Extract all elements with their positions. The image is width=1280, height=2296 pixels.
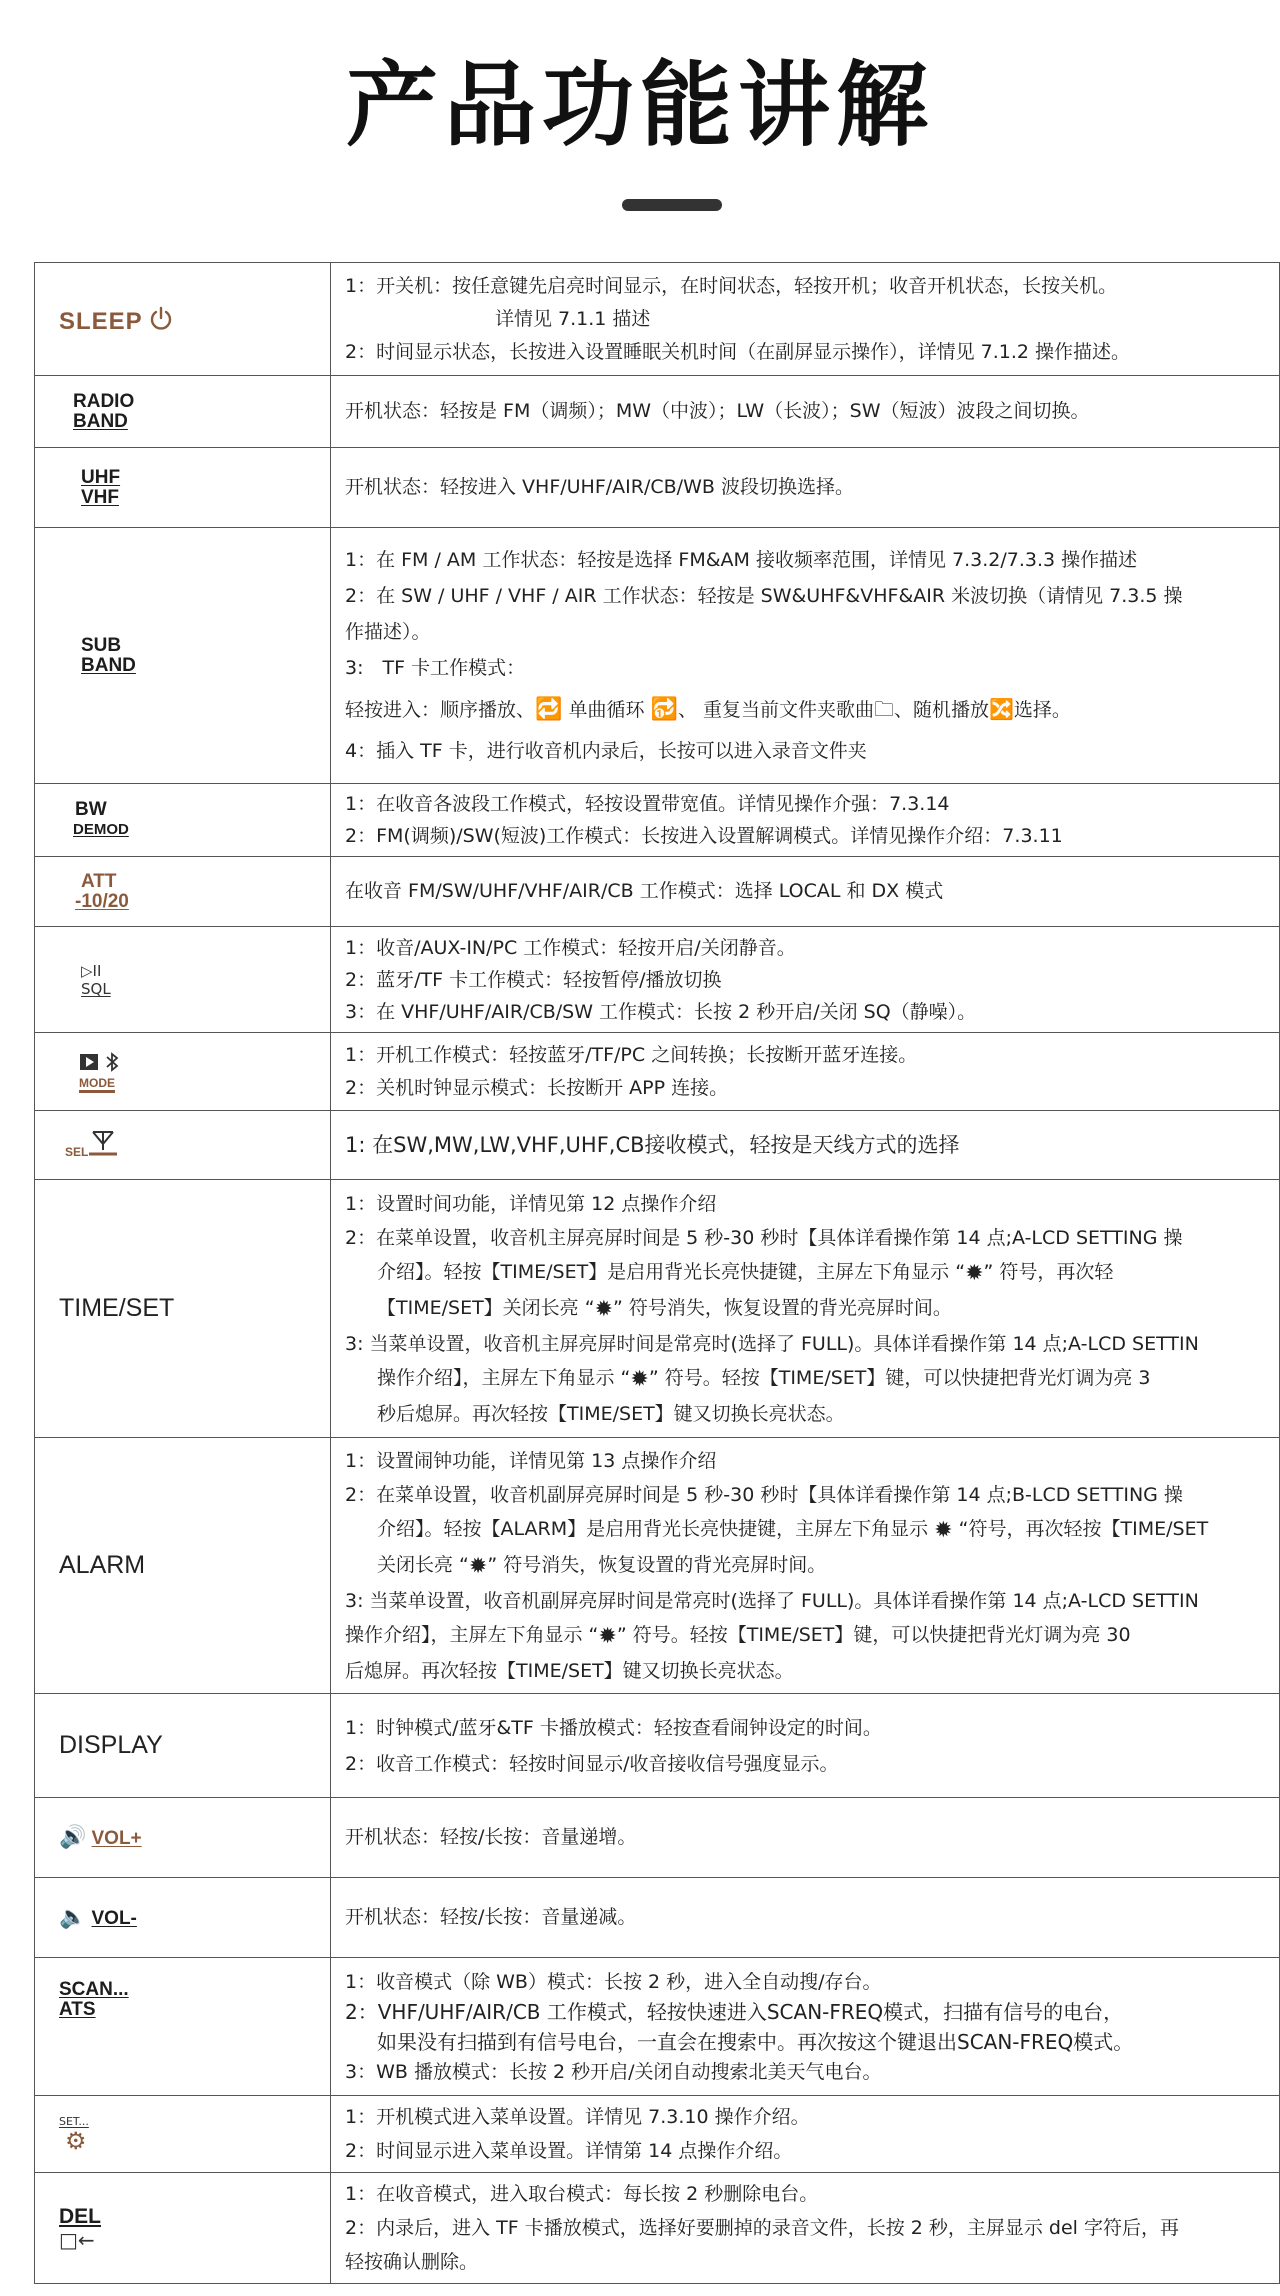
desc-cell xyxy=(331,448,1280,528)
desc-line: 1：时钟模式/蓝牙&TF 卡播放模式：轻按查看闹钟设定的时间。 xyxy=(345,1716,882,1739)
table-row xyxy=(35,1958,1280,2096)
table-row xyxy=(35,448,1280,528)
key-label-line1: UHF xyxy=(81,466,121,488)
desc-line xyxy=(345,1618,1279,1654)
desc-line: 2：时间显示进入菜单设置。详情第 14 点操作介绍。 xyxy=(345,2140,793,2162)
desc-line: 2：在 SW / UHF / VHF / AIR 工作状态：轻按是 SW&UHF&VHF&AIR 米波切换（请情见 7.3.5 操 xyxy=(345,585,1183,607)
desc-line: 开机状态：轻按/长按：音量递减。 xyxy=(345,1906,637,1928)
key-label-display: DISPLAY xyxy=(59,1731,163,1759)
desc-cell xyxy=(331,1958,1280,2096)
desc-line xyxy=(345,1361,1279,1397)
key-cell-sel xyxy=(35,1111,331,1180)
desc-line xyxy=(345,1255,1279,1291)
desc-text: 关闭长亮 “ xyxy=(377,1553,469,1576)
backspace-icon: □← xyxy=(59,2228,95,2252)
desc-line: 3: 当菜单设置，收音机副屏亮屏时间是常亮时(选择了 FULL)。具体详看操作第 14 点;A-LCD SETTIN xyxy=(345,1589,1199,1612)
desc-text: 轻按进入：顺序播放、 xyxy=(345,699,536,721)
desc-cell xyxy=(331,1798,1280,1878)
key-label-mode: MODE xyxy=(79,1076,115,1093)
desc-line: 2：在菜单设置，收音机副屏亮屏时间是 5 秒-30 秒时【具体详看操作第 14 点;B-LCD SETTING 操 xyxy=(345,1483,1183,1506)
key-label-line2: BAND xyxy=(81,654,136,676)
speaker-loud-icon: 🔊 xyxy=(59,1825,87,1850)
desc-line: 1: 在SW,MW,LW,VHF,UHF,CB接收模式，轻按是天线方式的选择 xyxy=(345,1132,960,1157)
table-row xyxy=(35,1878,1280,1958)
desc-line: 3: 当菜单设置，收音机主屏亮屏时间是常亮时(选择了 FULL)。具体详看操作第 14 点;A-LCD SETTIN xyxy=(345,1332,1199,1355)
desc-line: 1：设置时间功能，详情见第 12 点操作介绍 xyxy=(345,1192,717,1215)
key-cell-time-set xyxy=(35,1180,331,1438)
desc-line: 2：VHF/UHF/AIR/CB 工作模式，轻按快速进入SCAN-FREQ模式，扫描有信号的电台， xyxy=(345,1999,1124,2024)
key-label-del: DEL xyxy=(59,2205,101,2228)
key-cell-sleep xyxy=(35,263,331,376)
mode-icons xyxy=(59,1050,330,1072)
key-cell-mode xyxy=(35,1033,331,1111)
key-cell-sub-band xyxy=(35,528,331,784)
page-title: 产品功能讲解 xyxy=(345,52,934,159)
desc-cell xyxy=(331,1111,1280,1180)
desc-text: ” 符号。轻按【TIME/SET】键，可以快捷把背光灯调为亮 3 xyxy=(648,1366,1151,1389)
bluetooth-icon xyxy=(104,1052,122,1072)
key-label-alarm: ALARM xyxy=(59,1551,146,1579)
desc-text: ” 符号，再次轻 xyxy=(983,1260,1114,1283)
key-label-set: SET... xyxy=(59,2114,89,2128)
desc-cell xyxy=(331,263,1280,376)
desc-line: 1：收音/AUX-IN/PC 工作模式：轻按开启/关闭静音。 xyxy=(345,936,796,959)
desc-text: ” 符号消失，恢复设置的背光亮屏时间。 xyxy=(487,1553,827,1576)
key-label-time-set: TIME/SET xyxy=(59,1294,175,1322)
key-cell-bw-demod xyxy=(35,784,331,857)
desc-cell xyxy=(331,376,1280,448)
table-row xyxy=(35,2173,1280,2284)
backlight-icon: ✹ xyxy=(594,1296,614,1322)
key-label-sel: SEL xyxy=(65,1144,89,1159)
gear-icon: ⚙ xyxy=(65,2126,87,2155)
desc-text: 单曲循环 xyxy=(568,699,645,721)
title-underline xyxy=(622,199,722,211)
key-label-vol-up: VOL+ xyxy=(91,1828,142,1849)
key-cell-uhf-vhf xyxy=(35,448,331,528)
key-label-line2: ATS xyxy=(59,1999,96,2020)
desc-line xyxy=(345,1548,1279,1584)
desc-line: 开机状态：轻按进入 VHF/UHF/AIR/CB/WB 波段切换选择。 xyxy=(345,476,854,498)
desc-line: 4：插入 TF 卡，进行收音机内录后，长按可以进入录音文件夹 xyxy=(345,740,867,762)
desc-cell xyxy=(331,1438,1280,1694)
desc-line: 1：在收音模式，进入取台模式：每长按 2 秒删除电台。 xyxy=(345,2183,819,2205)
speaker-icon: 🔈 xyxy=(59,1905,87,1930)
key-cell-del xyxy=(35,2173,331,2284)
backlight-icon: ✹ xyxy=(934,1517,953,1543)
desc-text: 介绍】。轻按【TIME/SET】是启用背光长亮快捷键，主屏左下角显示 “ xyxy=(377,1260,966,1283)
backlight-icon: ✹ xyxy=(468,1553,488,1579)
desc-line: 3：WB 播放模式：长按 2 秒开启/关闭自动搜索北美天气电台。 xyxy=(345,2060,882,2083)
table-row xyxy=(35,1798,1280,1878)
backlight-icon: ✹ xyxy=(598,1623,617,1649)
play-pause-icon: ▷II xyxy=(81,961,102,980)
desc-text: ” 符号。轻按【TIME/SET】键，可以快捷把背光灯调为亮 30 xyxy=(616,1623,1131,1646)
antenna-icon xyxy=(89,1128,117,1158)
desc-line: 2：时间显示状态，长按进入设置睡眠关机时间（在副屏显示操作），详情见 7.1.2 操作描述。 xyxy=(345,340,1131,363)
sleep-key-label: SLEEP xyxy=(59,307,143,335)
desc-line: 后熄屏。再次轻按【TIME/SET】键又切换长亮状态。 xyxy=(345,1659,794,1682)
backlight-icon: ✹ xyxy=(965,1260,984,1286)
key-label-line1: SUB xyxy=(81,634,122,656)
folder-repeat-icon: 🗀 xyxy=(873,697,894,721)
desc-line: 如果没有扫描到有信号电台，一直会在搜索中。再次按这个键退出SCAN-FREQ模式。 xyxy=(377,2029,1134,2054)
desc-cell xyxy=(331,784,1280,857)
desc-line: 1：收音模式（除 WB）模式：长按 2 秒，进入全自动搜/存台。 xyxy=(345,1970,882,1993)
key-label-vol-down: VOL- xyxy=(91,1908,137,1929)
desc-text: ” 符号消失，恢复设置的背光亮屏时间。 xyxy=(613,1296,952,1319)
key-label-line2: DEMOD xyxy=(73,821,129,838)
desc-line: 开机状态：轻按是 FM（调频）；MW（中波）；LW（长波）；SW（短波）波段之间切换。 xyxy=(345,400,1090,422)
key-cell-vol-down xyxy=(35,1878,331,1958)
desc-line xyxy=(345,1512,1279,1548)
desc-line: 2：关机时钟显示模式：长按断开 APP 连接。 xyxy=(345,1076,729,1099)
desc-cell xyxy=(331,1694,1280,1798)
key-cell-sql xyxy=(35,927,331,1033)
desc-text: 选择。 xyxy=(1013,699,1071,721)
key-label-line2: BAND xyxy=(73,410,128,432)
table-row xyxy=(35,1694,1280,1798)
table-row xyxy=(35,2096,1280,2173)
backlight-icon: ✹ xyxy=(630,1366,649,1392)
desc-text: 【TIME/SET】关闭长亮 “ xyxy=(377,1296,595,1319)
desc-cell xyxy=(331,2173,1280,2284)
power-icon xyxy=(148,306,174,332)
key-label-line1: RADIO xyxy=(73,390,135,412)
key-label-line1: ATT xyxy=(81,870,117,892)
desc-line: 2：内录后，进入 TF 卡播放模式，选择好要删掉的录音文件，长按 2 秒，主屏显示 del 字符后，再 xyxy=(345,2217,1179,2239)
table-row xyxy=(35,1033,1280,1111)
function-table xyxy=(34,262,1280,2284)
desc-line: 2：收音工作模式：轻按时间显示/收音接收信号强度显示。 xyxy=(345,1752,839,1775)
key-cell-set xyxy=(35,2096,331,2173)
desc-cell xyxy=(331,528,1280,784)
desc-line: 在收音 FM/SW/UHF/VHF/AIR/CB 工作模式：选择 LOCAL 和 DX 模式 xyxy=(345,880,944,902)
desc-line: 详情见 7.1.1 描述 xyxy=(495,307,651,330)
desc-cell xyxy=(331,2096,1280,2173)
key-label-line1: BW xyxy=(75,799,107,820)
key-cell-att xyxy=(35,857,331,927)
table-row xyxy=(35,784,1280,857)
table-row xyxy=(35,1111,1280,1180)
desc-line: 1：在 FM / AM 工作状态：轻按是选择 FM&AM 接收频率范围，详情见 7.3.2/7.3.3 操作描述 xyxy=(345,549,1138,571)
desc-cell xyxy=(331,1180,1280,1438)
desc-line: 开机状态：轻按/长按：音量递增。 xyxy=(345,1826,637,1848)
desc-text: “符号，再次轻按【TIME/SET xyxy=(958,1517,1209,1540)
repeat-one-icon: 🔂 xyxy=(650,697,678,722)
desc-text: 操作介绍】，主屏左下角显示 “ xyxy=(345,1623,599,1646)
desc-line: 2：蓝牙/TF 卡工作模式：轻按暂停/播放切换 xyxy=(345,968,722,991)
key-label-line2: VHF xyxy=(81,486,119,508)
table-row xyxy=(35,263,1280,376)
desc-text: 操作介绍】，主屏左下角显示 “ xyxy=(377,1366,631,1389)
desc-line: 轻按确认删除。 xyxy=(345,2251,479,2273)
desc-line: 作描述）。 xyxy=(345,621,431,643)
key-cell-vol-up xyxy=(35,1798,331,1878)
desc-line: 1：开机工作模式：轻按蓝牙/TF/PC 之间转换；长按断开蓝牙连接。 xyxy=(345,1043,918,1066)
shuffle-icon: 🔀 xyxy=(989,697,1014,721)
repeat-all-icon: 🔁 xyxy=(535,697,563,722)
key-cell-display xyxy=(35,1694,331,1798)
table-row xyxy=(35,528,1280,784)
desc-line: 3：在 VHF/UHF/AIR/CB/SW 工作模式：长按 2 秒开启/关闭 SQ（静噪）。 xyxy=(345,1000,977,1023)
desc-line: 2：在菜单设置，收音机主屏亮屏时间是 5 秒-30 秒时【具体详看操作第 14 点;A-LCD SETTING 操 xyxy=(345,1226,1183,1249)
desc-line: 1：开关机：按任意键先启亮时间显示，在时间状态，轻按开机；收音开机状态，长按关机。 xyxy=(345,274,1118,297)
table-row xyxy=(35,1438,1280,1694)
desc-text: 、随机播放 xyxy=(893,699,989,721)
key-cell-alarm xyxy=(35,1438,331,1694)
desc-line xyxy=(345,1291,1279,1327)
desc-cell xyxy=(331,857,1280,927)
table-row xyxy=(35,857,1280,927)
key-cell-scan-ats xyxy=(35,1958,331,2096)
desc-line: 2：FM(调频)/SW(短波)工作模式：长按进入设置解调模式。详情见操作介绍：7.3.11 xyxy=(345,825,1063,847)
desc-line: 1：在收音各波段工作模式，轻按设置带宽值。详情见操作介强：7.3.14 xyxy=(345,793,950,815)
table-row xyxy=(35,1180,1280,1438)
desc-line-playmodes xyxy=(345,686,1279,733)
desc-cell xyxy=(331,1033,1280,1111)
key-label-line2: -10/20 xyxy=(75,890,129,912)
desc-cell xyxy=(331,1878,1280,1958)
desc-line: 秒后熄屏。再次轻按【TIME/SET】键又切换长亮状态。 xyxy=(377,1402,845,1425)
table-row xyxy=(35,376,1280,448)
key-cell-radio-band xyxy=(35,376,331,448)
desc-text: 介绍】。轻按【ALARM】是启用背光长亮快捷键，主屏左下角显示 xyxy=(377,1517,929,1540)
desc-cell xyxy=(331,927,1280,1033)
play-box-icon xyxy=(79,1053,99,1071)
desc-line: 3: TF 卡工作模式： xyxy=(345,657,526,679)
desc-line: 1：设置闹钟功能，详情见第 13 点操作介绍 xyxy=(345,1449,717,1472)
key-label-line1: SCAN... xyxy=(59,1979,129,2000)
desc-text: 、 重复当前文件夹歌曲 xyxy=(677,699,874,721)
desc-line: 1：开机模式进入菜单设置。详情见 7.3.10 操作介绍。 xyxy=(345,2106,810,2128)
key-label-line2: SQL xyxy=(81,979,111,998)
table-row xyxy=(35,927,1280,1033)
